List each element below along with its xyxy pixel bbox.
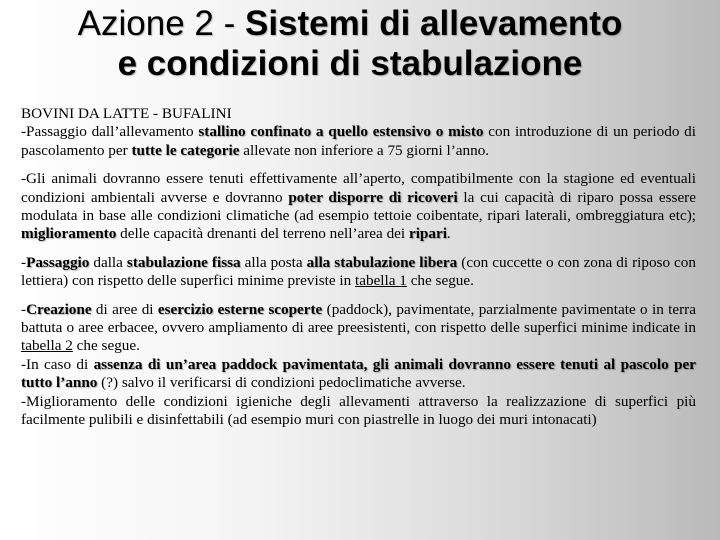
title-line-2 (0, 44, 700, 84)
emphasis: assenza di un’area paddock pavimentata, gli animali dovranno essere tenuti al pascolo per tutto l’anno (21, 355, 696, 392)
emphasis: stallino confinato a quello estensivo o misto (198, 123, 484, 141)
slide-title (0, 4, 700, 84)
text-run: di aree di (91, 300, 158, 318)
table-reference: tabella 1 (355, 272, 407, 290)
text-run: che segue. (406, 272, 474, 290)
text-run: -Miglioramento delle condizioni igieniche degli allevamenti attraverso la realizzazione di superfici più facilmente pulibili e disinfettabili (ad esempio muri con piastrelle in luogo dei muri intonacati) (21, 392, 696, 429)
emphasis: ripari (408, 225, 447, 243)
emphasis: tutte le categorie (131, 141, 240, 159)
paragraph-6 (21, 393, 696, 430)
title-main: Sistemi di allevamento (244, 4, 623, 43)
emphasis: alla stabulazione libera (306, 253, 458, 271)
title-line-1 (0, 4, 700, 44)
emphasis: Creazione (26, 300, 92, 318)
text-run: (?) salvo il verificarsi di condizioni pedoclimatiche avverse. (97, 374, 466, 392)
table-reference: tabella 2 (21, 337, 73, 355)
text-run: che segue. (72, 337, 140, 355)
text-run: alla posta (240, 253, 307, 271)
paragraph-heading (21, 105, 696, 123)
text-run: con introduzione di un periodo di pascolamento per (21, 123, 696, 159)
text-run: -Passaggio dall’allevamento (21, 123, 199, 141)
title-prefix: Azione 2 - (77, 4, 245, 43)
body-text (21, 105, 696, 430)
paragraph-5 (21, 356, 696, 393)
text-run: la cui capacità di riparo possa essere modulata in base alle condizioni climatiche (ad esempio tettoie coibentate, ripari laterali, ombreggiatura etc); (21, 188, 696, 225)
paragraph-4 (21, 301, 696, 356)
emphasis: esercizio esterne scoperte (157, 300, 323, 318)
paragraph-1 (21, 123, 696, 160)
emphasis: miglioramento (21, 225, 117, 243)
paragraph-3 (21, 254, 696, 291)
text-run: . (446, 225, 451, 243)
emphasis: poter disporre di ricoveri (288, 188, 458, 206)
text-run: (con cuccette o con zona di riposo con lettiera) con rispetto delle superfici minime previste in (21, 253, 696, 290)
text-run: - (21, 253, 27, 271)
emphasis: stabulazione fissa (126, 253, 241, 271)
text-run: dalla (89, 253, 127, 271)
emphasis: Passaggio (26, 253, 90, 271)
section-heading: BOVINI DA LATTE - BUFALINI (21, 105, 232, 122)
text-run: -Gli animali dovranno essere tenuti effettivamente all’aperto, compatibilmente con la stagione ed eventuali condizioni ambientali avverse e dovranno (21, 170, 696, 206)
text-run: -In caso di (21, 355, 94, 373)
text-run: (paddock), pavimentate, parzialmente pavimentate o in terra battuta o aree erbacee, ovvero ampliamento di aree preesistenti, con rispetto delle superfici minime indicate in (21, 300, 696, 337)
text-run: allevate non inferiore a 75 giorni l’anno. (239, 141, 490, 159)
paragraph-2 (21, 170, 696, 244)
text-run: delle capacità drenanti del terreno nell’area dei (116, 225, 409, 243)
text-run: - (21, 300, 27, 318)
title-main-continued: e condizioni di stabulazione (117, 44, 583, 83)
